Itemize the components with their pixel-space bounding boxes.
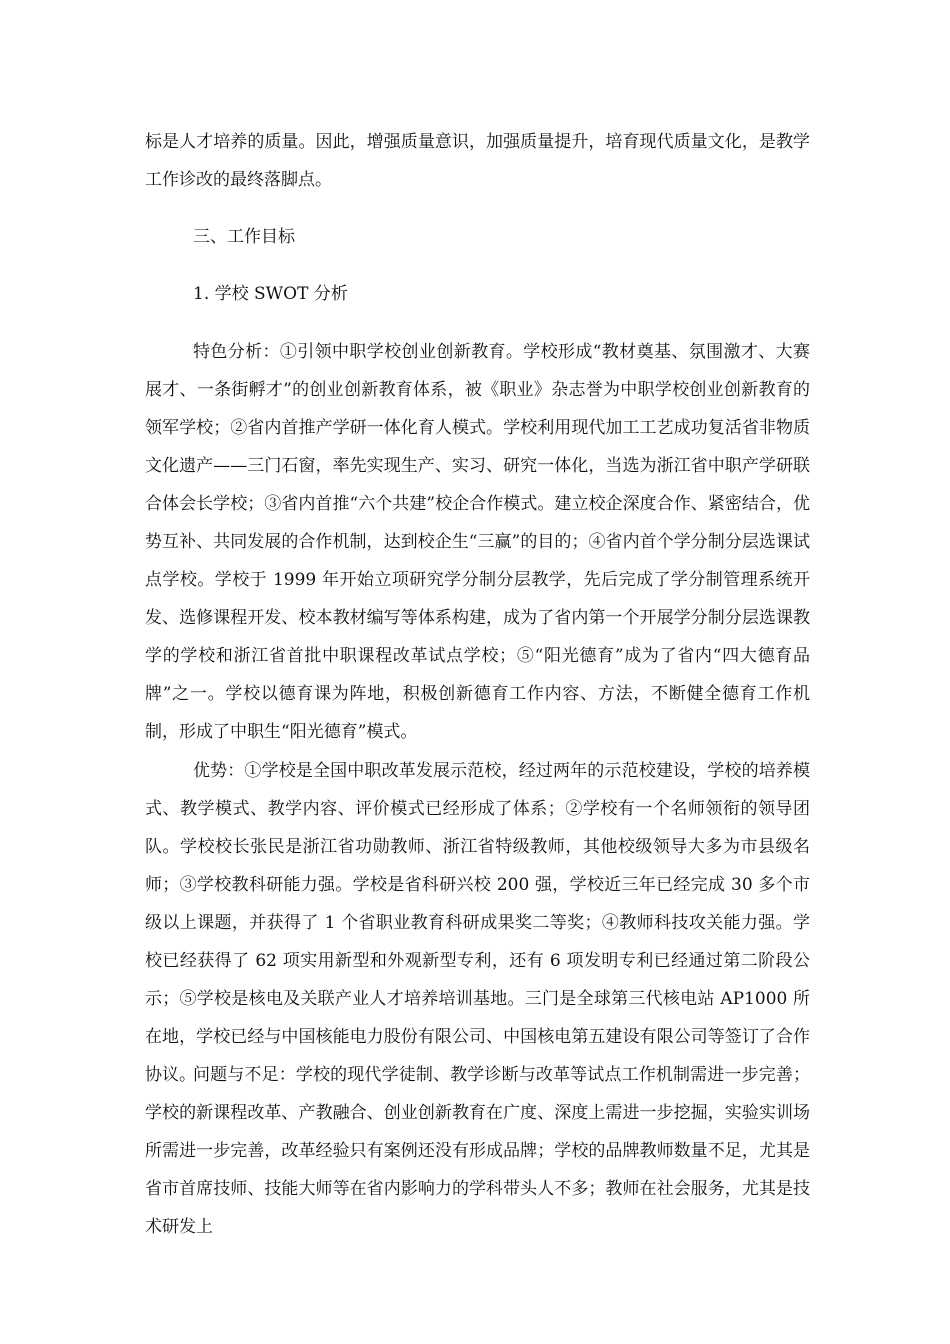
subsection-title: 1. 学校 SWOT 分析: [193, 284, 348, 304]
intro-continuation-paragraph: 标是人才培养的质量。因此，增强质量意识，加强质量提升，培育现代质量文化，是教学工作诊改的最终落脚点。: [145, 132, 810, 190]
problems-paragraph: 问题与不足：学校的现代学徒制、教学诊断与改革等试点工作机制需进一步完善；学校的新课程改革、产教融合、创业创新教育在广度、深度上需进一步挖掘，实验实训场所需进一步完善，改革经验只有案例还没有形成品牌；学校的品牌教师数量不足，尤其是省市首席技师、技能大师等在省内影响力的学科带头人不多；教师在社会服务，尤其是技术研发上: [145, 1065, 810, 1237]
strengths-paragraph: 优势：①学校是全国中职改革发展示范校，经过两年的示范校建设，学校的培养模式、教学模式、教学内容、评价模式已经形成了体系；②学校有一个名师领衔的领导团队。学校校长张民是浙江省功勋教师、浙江省特级教师，其他校级领导大多为市县级名师；③学校教科研能力强。学校是省科研兴校 200 强，学校近三年已经完成 30 多个市级以上课题，并获得了 1 个省职业教育科研成果奖二等奖；④教师科技攻关能力强。学校已经获得了 62 项实用新型和外观新型专利，还有 6 项发明专利已经通过第二阶段公示；⑤学校是核电及关联产业人才培养培训基地。三门是全球第三代核电站 AP1000 所在地，学校已经与中国核能电力股份有限公司、中国核电第五建设有限公司等签订了合作协议。: [145, 761, 810, 1085]
features-paragraph: 特色分析：①引领中职学校创业创新教育。学校形成“教材奠基、氛围激才、大赛展才、一条街孵才”的创业创新教育体系，被《职业》杂志誉为中职学校创业创新教育的领军学校；②省内首推产学研一体化育人模式。学校利用现代加工工艺成功复活省非物质文化遗产——三门石窗，率先实现生产、实习、研究一体化，当选为浙江省中职产学研联合体会长学校；③省内首推“六个共建”校企合作模式。建立校企深度合作、紧密结合，优势互补、共同发展的合作机制，达到校企生“三赢”的目的；④省内首个学分制分层选课试点学校。学校于 1999 年开始立项研究学分制分层教学，先后完成了学分制管理系统开发、选修课程开发、校本教材编写等体系构建，成为了省内第一个开展学分制分层选课教学的学校和浙江省首批中职课程改革试点学校；⑤“阳光德育”成为了省内“四大德育品牌”之一。学校以德育课为阵地，积极创新德育工作内容、方法，不断健全德育工作机制，形成了中职生“阳光德育”模式。: [145, 342, 810, 742]
section-title: 三、工作目标: [193, 227, 295, 247]
